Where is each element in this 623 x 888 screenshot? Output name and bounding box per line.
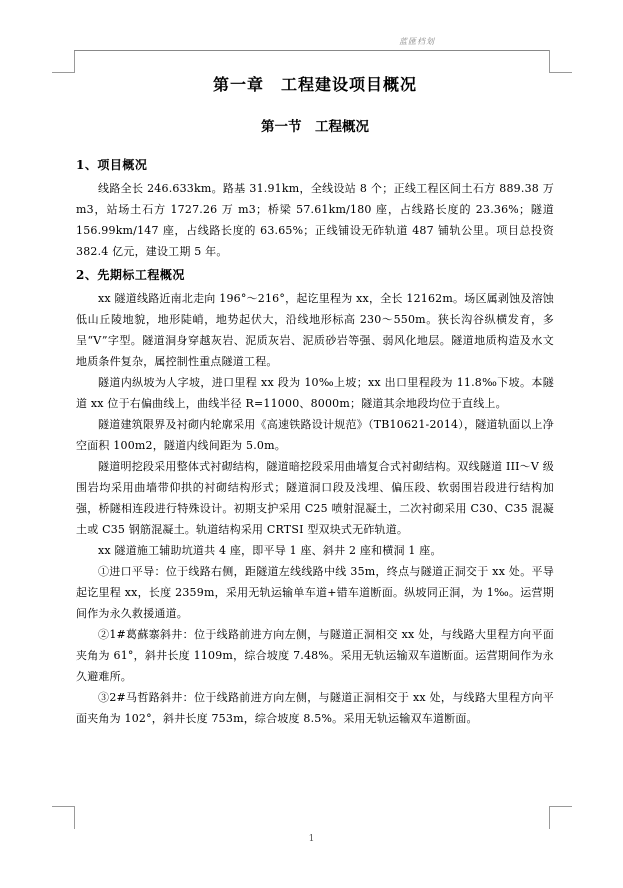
paragraph: ①进口平导：位于线路右侧，距隧道左线线路中线 35m，终点与隧道正洞交于 xx 处。平导起讫里程 xx，长度 2359m，采用无轨运输单车道+错车道断面。纵坡同正洞，为 1‰。运营期间作为永久救援通道。: [76, 565, 554, 620]
subsection-heading-early-bid-overview: 2、先期标工程概况: [76, 268, 185, 282]
crop-mark-top-left: [52, 50, 75, 73]
paragraph: xx 隧道线路近南北走向 196°～216°，起讫里程为 xx，全长 12162m。场区属剥蚀及溶蚀低山丘陵地貌，地形陡峭，地势起伏大，沿线地形标高 230～550m。狭长沟谷纵横发育，多呈“V”字型。隧道洞身穿越灰岩、泥质灰岩、泥质砂岩等强、弱风化地层。隧道地质构造及水文地质条件复杂，属控制性重点隧道工程。: [76, 292, 554, 368]
crop-mark-bottom-left: [52, 806, 75, 829]
document-body: [76, 68, 554, 729]
paragraph: 线路全长 246.633km。路基 31.91km，全线设站 8 个；正线工程区间土石方 889.38 万 m3，站场土石方 1727.26 万 m3；桥梁 57.61km/180 座，占线路长度的 23.36%；隧道 156.99km/147 座，占线路长度的 63.65%；正线铺设无砟轨道 487 铺轨公里。项目总投资 382.4 亿元，建设工期 5 年。: [76, 182, 554, 258]
crop-mark-bottom-right: [549, 806, 572, 829]
paragraph: xx 隧道施工辅助坑道共 4 座，即平导 1 座、斜井 2 座和横洞 1 座。: [98, 544, 442, 557]
section-title: 第一节 工程概况: [261, 119, 369, 135]
paragraph: ②1#葛蘇寨斜井：位于线路前进方向左侧，与隧道正洞相交 xx 处，与线路大里程方向平面夹角为 61°，斜井长度 1109m，综合坡度 7.48%。采用无轨运输双车道断面。运营期间作为永久避难所。: [76, 628, 554, 683]
page-number: 1: [308, 834, 315, 844]
header-rule: [74, 50, 549, 51]
paragraph: 隧道建筑限界及衬砌内轮廓采用《高速铁路设计规范》（TB10621-2014），隧道轨面以上净空面积 100m2，隧道内线间距为 5.0m。: [76, 418, 554, 452]
page-header-text: 蓝匯档划: [399, 37, 435, 46]
paragraph: 隧道明挖段采用整体式衬砌结构，隧道暗挖段采用曲墙复合式衬砌结构。双线隧道 III～V 级围岩均采用曲墙带仰拱的衬砌结构形式；隧道洞口段及浅埋、偏压段、软弱围岩段进行结构加强，桥隧相连段进行特殊设计。初期支护采用 C25 喷射混凝土，二次衬砌采用 C30、C35 混凝土或 C35 钢筋混凝土。轨道结构采用 CRTSI 型双块式无砟轨道。: [76, 460, 554, 536]
chapter-title: 第一章 工程建设项目概况: [212, 75, 417, 94]
paragraph: 隧道内纵坡为人字坡，进口里程 xx 段为 10‰上坡；xx 出口里程段为 11.8‰下坡。本隧道 xx 位于右偏曲线上，曲线半径 R=11000、8000m；隧道其余地段均位于直线上。: [76, 376, 554, 410]
subsection-heading-project-overview: 1、项目概况: [76, 158, 148, 172]
paragraph: ③2#马哲路斜井：位于线路前进方向左侧，与隧道正洞相交于 xx 处，与线路大里程方向平面夹角为 102°，斜井长度 753m，综合坡度 8.5%。采用无轨运输双车道断面。: [76, 691, 554, 725]
